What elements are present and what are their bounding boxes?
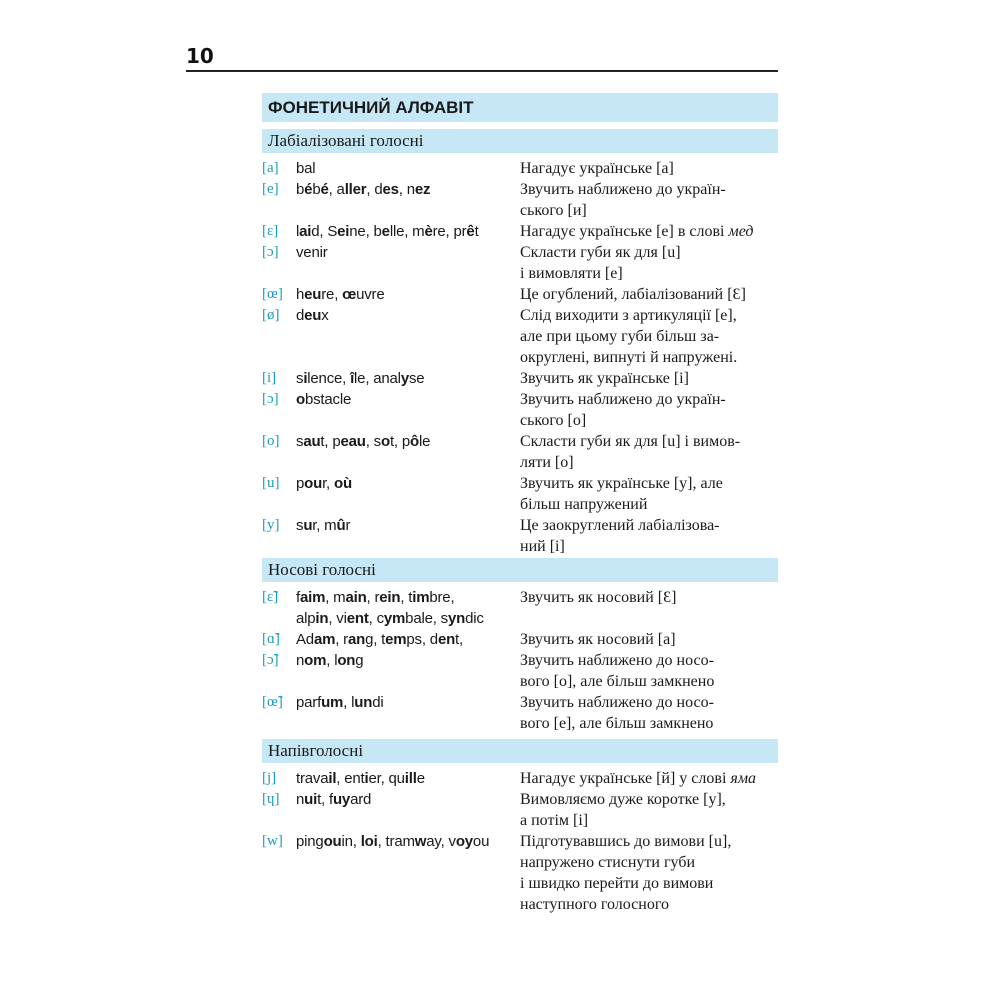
example-words (296, 831, 520, 852)
pronunciation-description (520, 368, 778, 389)
example-part: e (416, 770, 425, 787)
entry-row (262, 284, 778, 305)
example-part: ou (472, 833, 490, 850)
phonetic-symbol: [ɛ̃] (262, 589, 279, 605)
pronunciation-description (520, 179, 778, 221)
entry-row (262, 831, 778, 915)
example-part: in, (341, 833, 361, 850)
example-part: g (355, 652, 364, 669)
entry-row (262, 473, 778, 515)
example-words (296, 305, 520, 326)
example-part: n (296, 791, 305, 808)
example-bold-part: es (382, 181, 399, 198)
example-part: , s (365, 433, 381, 450)
example-bold-part: an (347, 631, 366, 648)
phonetic-symbol: [œ] (262, 286, 283, 302)
example-part: t, p (320, 433, 341, 450)
description-line: Звучить як українське [у], але (520, 475, 723, 492)
description-line: Звучить як носовий [а] (520, 631, 676, 648)
example-bold-part: où (334, 475, 352, 492)
entry-row (262, 587, 778, 629)
example-words (296, 179, 520, 200)
example-part: bal (296, 160, 316, 177)
description-line: Звучить як українське [і] (520, 370, 689, 387)
pronunciation-description (520, 629, 778, 650)
example-part: t, p (389, 433, 410, 450)
example-part: t (474, 223, 479, 240)
example-part: d, S (311, 223, 338, 240)
example-part: , l (343, 694, 355, 711)
entry-row (262, 221, 778, 242)
phonetic-symbol: [y] (262, 517, 280, 533)
example-bold-part: ent (346, 610, 369, 627)
phonetic-symbol: [e] (262, 181, 279, 197)
example-part: , r (366, 589, 380, 606)
example-part: p (296, 475, 305, 492)
example-words (296, 473, 520, 494)
entry-row (262, 368, 778, 389)
phonetic-symbol: [ε] (262, 223, 279, 239)
example-bold-part: ein (379, 589, 401, 606)
example-part: bale, s (405, 610, 448, 627)
example-part: s (296, 433, 304, 450)
example-part: , a (328, 181, 345, 198)
example-bold-part: ym (383, 610, 406, 627)
example-part: , c (368, 610, 384, 627)
entry-row (262, 768, 778, 789)
pronunciation-description (520, 431, 778, 473)
example-part: parf (296, 694, 322, 711)
description-line: ського [и] (520, 202, 587, 219)
pronunciation-description (520, 587, 778, 608)
example-part: , d (366, 181, 383, 198)
example-words (296, 221, 520, 242)
phonetic-symbol: [œ̃] (262, 694, 283, 710)
description-line: ний [і] (520, 538, 565, 555)
example-part: h (296, 286, 305, 303)
example-part: bre, (429, 589, 455, 606)
description-line: Скласти губи як для [u] і вимов- (520, 433, 741, 450)
pronunciation-description (520, 789, 778, 831)
example-bold-part: ei (337, 223, 350, 240)
example-words (296, 768, 520, 789)
example-part: d (296, 307, 305, 324)
example-part: alp (296, 610, 316, 627)
example-words (296, 515, 520, 536)
example-part: , l (326, 652, 338, 669)
header-rule (186, 70, 778, 72)
example-bold-part: im (412, 589, 430, 606)
example-part: b (296, 181, 305, 198)
example-part: , r (335, 631, 348, 648)
example-part: ping (296, 833, 324, 850)
example-bold-part: in (315, 610, 329, 627)
example-part: l (296, 223, 300, 240)
example-part: Ad (296, 631, 314, 648)
pronunciation-description (520, 242, 778, 284)
example-bold-part: um (321, 694, 344, 711)
example-words (296, 650, 520, 671)
phonetic-symbol: [a] (262, 160, 279, 176)
example-bold-part: ê (466, 223, 475, 240)
example-part: , m (325, 589, 346, 606)
description-line: наступного голосного (520, 896, 669, 913)
example-part: r (345, 517, 351, 534)
example-part: re, pr (432, 223, 467, 240)
phonetic-symbol: [u] (262, 475, 280, 491)
example-bold-part: ui (304, 791, 318, 808)
example-word-italic: мед (728, 223, 754, 240)
example-bold-part: œ (342, 286, 357, 303)
entry-row (262, 158, 778, 179)
example-bold-part: ô (409, 433, 419, 450)
entry-row (262, 389, 778, 431)
example-part: g, t (365, 631, 386, 648)
phonetic-symbol: [ɔ̃] (262, 652, 279, 668)
example-part: r, (322, 475, 334, 492)
example-part: ard (350, 791, 372, 808)
phonetic-symbol: [ɔ] (262, 244, 279, 260)
description-line: Це заокруглений лабіалізова- (520, 517, 720, 534)
entry-row (262, 650, 778, 692)
example-words (296, 789, 520, 810)
description-line: вого [о], але більш замкнено (520, 673, 715, 690)
phonetic-symbol: [w] (262, 833, 283, 849)
example-part: t, f (317, 791, 333, 808)
example-bold-part: w (414, 833, 427, 850)
phonetic-symbol: [o] (262, 433, 280, 449)
pronunciation-description (520, 515, 778, 557)
phonetic-alphabet-table (262, 93, 778, 915)
example-part: t, (455, 631, 463, 648)
example-bold-part: am (313, 631, 336, 648)
example-words (296, 158, 520, 179)
example-bold-part: û (336, 517, 346, 534)
example-part: s (296, 370, 304, 387)
description-line: Скласти губи як для [u] (520, 244, 681, 261)
example-words (296, 284, 520, 305)
pronunciation-description (520, 473, 778, 515)
entry-row (262, 789, 778, 831)
example-bold-part: yn (447, 610, 466, 627)
section-heading-semivowels: Напівголосні (262, 739, 778, 763)
example-part: se (408, 370, 425, 387)
pronunciation-description (520, 768, 778, 789)
entry-row (262, 515, 778, 557)
example-bold-part: ez (414, 181, 431, 198)
example-bold-part: ou (304, 475, 323, 492)
example-bold-part: eu (304, 307, 322, 324)
description-line: ляти [о] (520, 454, 574, 471)
example-part: dic (465, 610, 484, 627)
example-part: lence, (307, 370, 351, 387)
example-part: x (321, 307, 329, 324)
description-line: Звучить наближено до україн- (520, 391, 726, 408)
example-bold-part: i (303, 370, 308, 387)
example-bold-part: em (385, 631, 407, 648)
example-bold-part: î (350, 370, 355, 387)
example-bold-part: é (304, 181, 313, 198)
example-bold-part: è (424, 223, 433, 240)
example-part: er, qu (368, 770, 405, 787)
example-part: f (296, 589, 300, 606)
example-part: uvre (356, 286, 385, 303)
example-word-italic: яма (730, 770, 757, 787)
example-bold-part: e (381, 223, 390, 240)
example-part: , ent (336, 770, 365, 787)
description-line: Слід виходити з артикуляції [е], (520, 307, 737, 324)
phonetic-symbol: [ɥ] (262, 791, 280, 807)
example-bold-part: aim (299, 589, 326, 606)
section-nasal-vowels (262, 587, 778, 734)
description-line: Нагадує українське [а] (520, 160, 674, 177)
pronunciation-description (520, 650, 778, 692)
pronunciation-description (520, 284, 778, 305)
example-part: re, (321, 286, 343, 303)
example-part: bstacle (304, 391, 352, 408)
page-number: 10 (186, 44, 214, 68)
entry-row (262, 305, 778, 368)
description-line: Вимовляємо дуже коротке [у], (520, 791, 726, 808)
section-heading-nasal-vowels: Носові голосні (262, 558, 778, 582)
example-bold-part: on (337, 652, 356, 669)
example-bold-part: om (304, 652, 327, 669)
example-part: ay, v (426, 833, 456, 850)
example-bold-part: il (328, 770, 337, 787)
description-line: напружено стиснути губи (520, 854, 696, 871)
description-line: Нагадує українське [е] в слові (520, 223, 729, 240)
pronunciation-description (520, 389, 778, 431)
example-part: le (418, 433, 431, 450)
example-bold-part: oy (455, 833, 473, 850)
example-bold-part: un (354, 694, 373, 711)
phonetic-symbol: [j] (262, 770, 277, 786)
phonetic-symbol: [ɑ̃] (262, 631, 280, 647)
example-words (296, 242, 520, 263)
example-words (296, 587, 520, 629)
phonetic-symbol: [ɔ] (262, 391, 279, 407)
example-bold-part: uy (332, 791, 351, 808)
description-line: вого [е], але більш замкнено (520, 715, 714, 732)
description-line: а потім [і] (520, 812, 589, 829)
example-bold-part: au (303, 433, 321, 450)
example-bold-part: y (400, 370, 409, 387)
description-line: Звучить як носовий [Ɛ] (520, 589, 677, 606)
example-part: , tram (377, 833, 415, 850)
section-heading-labialized-vowels: Лабіалізовані голосні (262, 129, 778, 153)
entry-row (262, 431, 778, 473)
example-part: , vi (328, 610, 347, 627)
phonetic-symbol: [ø] (262, 307, 280, 323)
pronunciation-description (520, 221, 778, 242)
example-part: , t (400, 589, 413, 606)
section-semivowels (262, 768, 778, 915)
entry-row (262, 692, 778, 734)
example-part: ps, d (406, 631, 438, 648)
pronunciation-description (520, 692, 778, 734)
table-title: ФОНЕТИЧНИЙ АЛФАВІТ (262, 93, 778, 122)
description-line: більш напружений (520, 496, 648, 513)
example-bold-part: eu (304, 286, 322, 303)
description-line: Звучить наближено до україн- (520, 181, 726, 198)
example-part: le, anal (354, 370, 401, 387)
example-words (296, 431, 520, 452)
example-bold-part: ai (299, 223, 312, 240)
description-line: округлені, випнуті й напружені. (520, 349, 738, 366)
example-bold-part: en (437, 631, 456, 648)
pronunciation-description (520, 158, 778, 179)
example-bold-part: i (364, 770, 369, 787)
pronunciation-description (520, 831, 778, 915)
example-part: b (312, 181, 321, 198)
example-bold-part: eau (340, 433, 366, 450)
description-line: Звучить наближено до носо- (520, 694, 714, 711)
example-part: venir (296, 244, 328, 261)
phonetic-symbol: [i] (262, 370, 277, 386)
example-bold-part: ill (404, 770, 417, 787)
example-bold-part: o (296, 391, 305, 408)
example-bold-part: o (380, 433, 390, 450)
pronunciation-description (520, 305, 778, 368)
section-labialized-vowels (262, 158, 778, 557)
example-part: trava (296, 770, 329, 787)
example-part: n (296, 652, 305, 669)
example-bold-part: u (303, 517, 313, 534)
example-words (296, 629, 520, 650)
example-bold-part: ller (344, 181, 367, 198)
entry-row (262, 242, 778, 284)
entry-row (262, 629, 778, 650)
example-words (296, 368, 520, 389)
description-line: Це огублений, лабіалізований [Ɛ] (520, 286, 746, 303)
example-bold-part: loi (360, 833, 378, 850)
description-line: і швидко перейти до вимови (520, 875, 714, 892)
example-words (296, 389, 520, 410)
description-line: і вимовляти [е] (520, 265, 623, 282)
example-bold-part: é (320, 181, 329, 198)
description-line: Нагадує українське [й] у слові (520, 770, 731, 787)
description-line: ського [о] (520, 412, 587, 429)
example-bold-part: ain (345, 589, 367, 606)
example-part: , n (398, 181, 415, 198)
description-line: Звучить наближено до носо- (520, 652, 714, 669)
example-part: s (296, 517, 304, 534)
example-part: lle, m (389, 223, 425, 240)
description-line: але при цьому губи більш за- (520, 328, 720, 345)
example-words (296, 692, 520, 713)
example-part: ne, b (349, 223, 382, 240)
description-line: Підготувавшись до вимови [u], (520, 833, 732, 850)
example-bold-part: ou (323, 833, 342, 850)
entry-row (262, 179, 778, 221)
example-part: di (372, 694, 384, 711)
example-part: r, m (312, 517, 337, 534)
